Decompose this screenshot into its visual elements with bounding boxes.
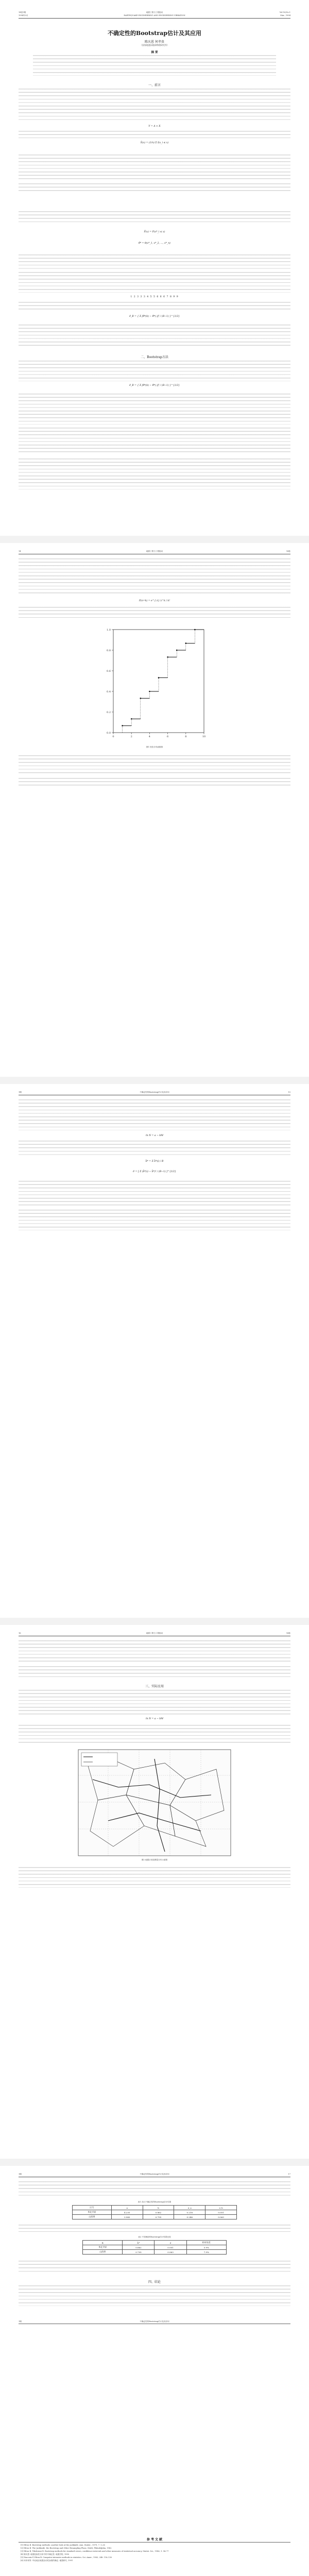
reference-6: [6] 何孝贵等. 华北地区地震活动性参数的确定. 地震研究, 1991 (21, 2560, 73, 2562)
header-volume: Vol.14,No.1 (279, 11, 290, 13)
method-paragraph-1 (19, 211, 290, 225)
table-2-header: b̂* (123, 2241, 154, 2245)
application-paragraph-2 (19, 1725, 290, 1743)
header-journal-cn: 地震工程与工程振动 (146, 11, 163, 13)
equation-9: σ̂ = [ Σ (b̂*(i) − b̂*)² / (B−1) ]^{1/2} (132, 1171, 177, 1173)
table-row (73, 2210, 237, 2215)
page3-number: 15 (288, 1091, 290, 1093)
references-title: 参 考 文 献 (146, 2538, 163, 2541)
page5-issue: 1期 (19, 2173, 22, 2175)
table-cell: 山西带 (73, 2215, 112, 2219)
table-row (83, 2245, 227, 2250)
page-2 (0, 543, 309, 1077)
table-cell: 0.051 (154, 2245, 186, 2250)
equation-2: Ŝ(x) = (1/n) Σ I(x_i ≤ x) (140, 142, 169, 144)
x-tick-label: 6 (167, 735, 169, 738)
section-1-heading: 一、前言 (148, 83, 161, 87)
table-cell: 华北平原 (83, 2245, 123, 2250)
table-cell: 0.795 (143, 2215, 174, 2219)
section-4-heading: 四、结论 (148, 2280, 161, 2284)
table-2-header: σ̂ (154, 2241, 186, 2245)
y-tick-label: 0.0 (107, 731, 111, 735)
p2-paragraph-1 (19, 558, 290, 596)
intro-paragraph-3 (19, 155, 290, 181)
y-tick-label: 0.6 (107, 669, 111, 673)
page5-number: 17 (288, 2173, 290, 2175)
step-point (167, 656, 168, 658)
header-date-en: Mar., 1994 (280, 14, 290, 16)
p2-paragraph-3 (19, 755, 290, 775)
table-cell: 华北平原 (73, 2210, 112, 2215)
conclusion-paragraph (19, 2285, 290, 2306)
table-1-header-row (73, 2206, 237, 2210)
y-tick-label: 0.4 (107, 690, 111, 693)
reference-3: [3] Efron B, Tibshirani R. Bootstrap methods for standard errors, confidence intervals and other measures of statistical accuracy. Statist. Sci., 1986, 1: 54–77 (21, 2550, 169, 2552)
table-2 (82, 2240, 227, 2255)
table-1-title: 表1 各区不确定性的Bootstrap估计结果 (138, 2201, 171, 2203)
step-point (131, 718, 132, 720)
p5-paragraph-3 (19, 2261, 290, 2274)
page4-number: 16 (19, 1632, 21, 1634)
page5-issue-bottom: 1期 (19, 2320, 22, 2323)
table-cell: 0.063 (154, 2250, 186, 2255)
sample-numbers: 1 2 3 3 3 4 5 5 6 6 6 7 8 9 9 (130, 296, 179, 298)
x-tick-label: 4 (148, 735, 150, 738)
table-cell: 3.960 (111, 2215, 143, 2219)
table-1-header: 区号 (73, 2206, 112, 2210)
page2-volume: 14卷 (286, 550, 290, 552)
table-cell: 7.9% (186, 2250, 226, 2255)
equation-8: b̂* = Σ b̂*(i) / B (145, 1160, 164, 1163)
equation-1: Y = A + X (148, 125, 161, 128)
table-cell: 5.9% (186, 2245, 226, 2250)
bootstrap-paragraph-2 (19, 394, 290, 425)
equation-7: ln N = a − bM (146, 1134, 163, 1137)
page-gap (0, 536, 309, 543)
step-point (176, 650, 178, 651)
abstract-label: 摘 要 (151, 51, 158, 54)
figure-1-step-chart (101, 625, 208, 744)
page5-running-head: 不确定性的Bootstrap估计及其应用 (140, 2173, 169, 2175)
step-point (185, 642, 187, 644)
references-rule (19, 2542, 290, 2543)
method-paragraph-4 (19, 302, 290, 312)
reference-4: [4] 陈庆恩. 地震危险性分析中的不确定性. 地震学报, 1990 (21, 2553, 70, 2555)
table-1-header: a (111, 2206, 143, 2210)
header-rule (19, 18, 290, 19)
page-gap (0, 1618, 309, 1625)
equation-7-repeat: ln N = a − bM (146, 1718, 163, 1720)
affiliation: （国家地震局地球物理研究所） (140, 44, 169, 46)
bootstrap-paragraph-3 (19, 428, 290, 454)
table-cell: 山西带 (83, 2250, 123, 2255)
step-point (194, 629, 196, 631)
p3-paragraph-3 (19, 1181, 290, 1207)
table-2-title: 表2 不同B值时Bootstrap估计结果比较 (138, 2236, 171, 2238)
table-cell: 0.862 (143, 2210, 174, 2215)
table-row (83, 2250, 227, 2255)
page3-running-head: 不确定性的Bootstrap估计及其应用 (140, 1091, 169, 1093)
section-2-heading: 二、Bootstrap方法 (141, 355, 168, 359)
table-cell: 0.063 (205, 2215, 237, 2219)
page-5 (0, 2166, 309, 2576)
page4-volume: 14卷 (286, 1632, 290, 1634)
y-tick-label: 0.8 (107, 649, 111, 652)
x-tick-label: 8 (185, 735, 187, 738)
table-cell: 0.246 (174, 2215, 205, 2219)
x-tick-label: 10 (202, 735, 206, 738)
authors: 陈庆恩 何孝贵 (145, 40, 164, 44)
step-point (140, 698, 142, 699)
page-3 (0, 1084, 309, 1618)
x-tick-label: 0 (112, 735, 114, 738)
table-cell: 0.862 (123, 2245, 154, 2250)
abstract-text (33, 55, 276, 76)
p4-paragraph-1 (19, 1640, 290, 1664)
table-cell: 0.051 (205, 2210, 237, 2215)
page-gap (0, 2159, 309, 2166)
table-cell: 0.218 (174, 2210, 205, 2215)
equation-6: P(n=k) = e^{-λ} λ^k / k! (139, 600, 170, 602)
equation-4: θ̂* = θ(x*_1, x*_2, …, x*_n) (139, 242, 170, 245)
page-gap (0, 1077, 309, 1084)
table-1-header: b (143, 2206, 174, 2210)
p3-paragraph-2 (19, 1141, 290, 1156)
equation-3: F̂(x) = P(x*_i ≤ x) (144, 231, 165, 233)
method-paragraph-5 (19, 325, 290, 348)
header-date: 1994年3月 (19, 14, 28, 16)
intro-paragraph-2 (19, 131, 290, 138)
bootstrap-paragraph-4 (19, 459, 290, 489)
figure-1-caption: 图1 经验分布函数图 (146, 746, 163, 748)
reference-1: [1] Efron B. Bootstrap methods: another look at the jackknife. Ann. Statist., 1979, 7: 1–26 (21, 2544, 105, 2546)
figure-2-caption: 图2 地震区划及断裂分布示意图 (141, 1859, 168, 1861)
page-4 (0, 1625, 309, 2159)
table-2-header: 相对误差 (186, 2241, 226, 2245)
header-issue: 14卷1期 (19, 11, 26, 13)
intro-paragraph-4 (19, 183, 290, 194)
equation-5: σ̂_B = { Σ [θ̂*(b) − θ̂*(·)]² / (B−1) }^{1/2} (129, 315, 180, 318)
p3-paragraph-4 (19, 1210, 290, 1230)
reference-5: [5] Diaconis P, Efron B. Computer-intensive methods in statistics. Sci. Amer., 1983, 248: 116–130 (21, 2556, 112, 2558)
plot-frame (113, 630, 204, 733)
step-point (122, 725, 123, 726)
bootstrap-paragraph-1 (19, 361, 290, 381)
application-paragraph-3 (19, 1867, 290, 1888)
page2-number: 14 (19, 550, 21, 552)
page4-running-head: 地震工程与工程振动 (146, 1632, 163, 1634)
table-1 (72, 2205, 237, 2219)
section-3-heading: 三、实际应用 (145, 1685, 164, 1688)
header-journal-en: EARTHQUAKE ENGINEERING AND ENGINEERING VIBRATION (124, 14, 185, 16)
figure-2-zone-map (77, 1749, 232, 1857)
table-1-header: σ_b (205, 2206, 237, 2210)
p5-paragraph-1 (19, 2181, 290, 2197)
table-row (73, 2215, 237, 2219)
y-tick-label: 0.2 (107, 710, 111, 714)
p2-paragraph-4 (19, 778, 290, 788)
step-point (149, 691, 150, 692)
method-paragraph-3 (19, 272, 290, 293)
table-cell: 0.795 (123, 2250, 154, 2255)
intro-paragraph-1 (19, 89, 290, 123)
method-paragraph-2 (19, 255, 290, 269)
page2-running-head: 地震工程与工程振动 (146, 550, 163, 552)
x-tick-label: 2 (130, 735, 132, 738)
application-paragraph-1 (19, 1690, 290, 1715)
table-2-header: B (83, 2241, 123, 2245)
paper-title: 不确定性的Bootstrap估计及其应用 (108, 30, 201, 37)
page-1 (0, 0, 309, 536)
table-2-header-row (83, 2241, 227, 2245)
table-cell: 4.235 (111, 2210, 143, 2215)
equation-bootstrap-se: σ̂_B = { Σ [θ̂*(b) − θ̂*(·)]² / (B−1) }^{1/2} (129, 384, 180, 387)
p2-paragraph-2 (19, 607, 290, 620)
p3-paragraph-1 (19, 1099, 290, 1130)
step-point (158, 677, 160, 679)
p4-paragraph-2 (19, 1666, 290, 1680)
reference-2: [2] Efron B. The Jackknife, the Bootstrap and Other Resampling Plans. SIAM, Philadelphia, 1982 (21, 2547, 112, 2549)
page5-running-head-bottom: 不确定性的Bootstrap估计及其应用 (140, 2320, 169, 2323)
y-tick-label: 1.0 (107, 628, 111, 632)
table-1-header: σ_a (174, 2206, 205, 2210)
page3-issue: 1期 (19, 1091, 22, 1093)
p5-paragraph-2 (19, 2225, 290, 2232)
